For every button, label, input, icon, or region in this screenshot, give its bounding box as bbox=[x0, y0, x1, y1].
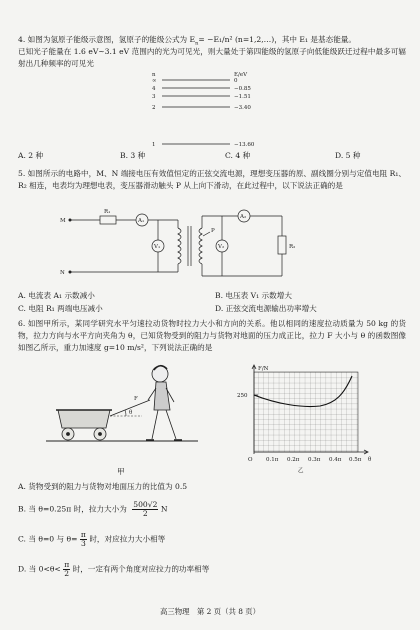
label-a2: A₂ bbox=[240, 214, 247, 220]
level-e: −13.60 bbox=[234, 142, 255, 148]
q4-stem-line1: 4. 如图为氢原子能级示意图，氢原子的能级公式为 $E_n= -E_1/n^2$ (n=1,2,…)，其中 E₁ 是基态能量。 bbox=[18, 35, 356, 47]
q4-option-c[interactable]: C. 4 种 bbox=[225, 151, 251, 160]
q4-stem-rest: 已知光子能量在 1.6 eV~3.1 eV 范围内的光为可见光，则大量处于第四能级的氢原子向低能级跃迁过程中最多可辐射出几种频率的可见光 bbox=[18, 47, 406, 68]
q5-option-a[interactable]: A. 电流表 A₁ 示数减小 bbox=[18, 291, 95, 300]
fraction-numerator: π bbox=[64, 560, 70, 569]
level-n: ∞ bbox=[152, 78, 157, 84]
level-e: −1.51 bbox=[234, 94, 251, 100]
label-v2: V₂ bbox=[218, 244, 225, 250]
q6-option-d-fraction bbox=[63, 561, 70, 578]
q5-option-d[interactable]: D. 正弦交流电源输出功率增大 bbox=[215, 304, 317, 313]
terminal-n-dot bbox=[69, 271, 72, 274]
transformer-circuit bbox=[60, 206, 300, 286]
q6-option-c-pre: C. 当 θ=0 与 θ= bbox=[18, 534, 78, 544]
page-footer: 高三物理 第 2 页（共 8 页） bbox=[159, 607, 261, 616]
x-tick-label: 0.5π bbox=[349, 457, 362, 463]
figure-b-graph bbox=[232, 362, 382, 474]
x-tick-label: 0.4π bbox=[329, 457, 342, 463]
fraction-denominator: 2 bbox=[64, 569, 70, 578]
q6-option-b-fraction bbox=[132, 501, 158, 518]
q6-option-c-post: 时，对应拉力大小相等 bbox=[89, 534, 166, 544]
level-n: 2 bbox=[152, 105, 156, 111]
fraction-numerator: 500√2 bbox=[133, 500, 158, 509]
n-header: n bbox=[152, 72, 156, 78]
x-tick-label: 0.2π bbox=[287, 457, 300, 463]
q5-option-b[interactable]: B. 电压表 V₁ 示数增大 bbox=[215, 291, 292, 300]
label-r2: R₂ bbox=[289, 244, 296, 250]
q6-option-b-unit: N bbox=[160, 504, 168, 514]
q6-option-d-post: 时，一定有两个角度对应拉力的功率相等 bbox=[72, 564, 210, 574]
level-n: 1 bbox=[152, 142, 156, 148]
level-e: −3.40 bbox=[234, 105, 251, 111]
energy-level-diagram bbox=[150, 70, 280, 150]
level-e: −0.85 bbox=[234, 86, 251, 92]
figure-b-caption: 乙 bbox=[298, 468, 304, 474]
fraction-denominator: 3 bbox=[81, 539, 86, 548]
y-axis-label: F/N bbox=[258, 366, 269, 372]
label-a1: A₁ bbox=[138, 218, 145, 224]
x-tick-label: 0.3π bbox=[308, 457, 321, 463]
q6-option-d[interactable] bbox=[18, 561, 209, 578]
x-axis-label: θ bbox=[368, 457, 372, 463]
level-n: 4 bbox=[152, 86, 156, 92]
q6-option-b-text: B. 当 θ=0.25π 时，拉力大小为 bbox=[18, 504, 127, 514]
label-v1: V₁ bbox=[154, 244, 161, 250]
label-theta: θ bbox=[129, 410, 133, 416]
origin-label: O bbox=[248, 457, 253, 463]
fraction-numerator: π bbox=[80, 530, 86, 539]
q4-stem-start: 4. 如图为氢原子能级示意图，氢原子的能级公式为 E bbox=[18, 35, 196, 44]
label-n: N bbox=[60, 270, 65, 276]
label-p: P bbox=[211, 228, 215, 234]
figure-a-cart bbox=[38, 360, 208, 465]
label-force: F bbox=[134, 396, 138, 402]
q5-option-c[interactable]: C. 电阻 R₁ 两端电压减小 bbox=[18, 304, 103, 313]
q5-stem: 5. 如图所示的电路中，M、N 端接电压有效值恒定的正弦交流电源，理想变压器的原、副线圈分别与定值电阻 R₁、R₂ 相连，电表均为理想电表，变压器滑动触头 P 从上向下滑动，在此过程中，以下说法正确的是 bbox=[18, 169, 406, 190]
level-n: 3 bbox=[152, 94, 156, 100]
q6-option-a[interactable]: A. 货物受到的阻力与货物对地面压力的比值为 0.5 bbox=[18, 482, 188, 491]
label-r1: R₁ bbox=[104, 209, 111, 215]
q6-stem: 6. 如图甲所示，某同学研究水平匀速拉动货物时拉力大小和方向的关系。他以相同的速度拉动质量为 50 kg 的货物，拉力方向与水平方向夹角为 θ，已知货物受到的阻力与货物对地面的压力成正比，拉力 F 大小与 θ 的函数图像如图乙所示，重力加速度 g=10 m/s²，下列说法正确的是 bbox=[18, 319, 406, 352]
terminal-m-dot bbox=[69, 219, 72, 222]
q4-stem-formula: = −E₁/n² (n=1,2,…)，其中 E₁ 是基态能量。 bbox=[198, 35, 356, 44]
graph-grid bbox=[254, 372, 358, 452]
q4-option-b[interactable]: B. 3 种 bbox=[120, 151, 146, 160]
q6-option-c-fraction bbox=[80, 531, 87, 548]
fraction-denominator: 2 bbox=[142, 509, 148, 518]
x-tick-label: 0.1π bbox=[266, 457, 279, 463]
q4-option-d[interactable]: D. 5 种 bbox=[335, 151, 361, 160]
level-e: 0 bbox=[234, 78, 238, 84]
e-header: E/eV bbox=[234, 72, 248, 78]
y-tick-label: 250 bbox=[237, 393, 248, 399]
q6-option-d-pre: D. 当 0<θ< bbox=[18, 564, 61, 574]
label-m: M bbox=[60, 218, 66, 224]
q6-option-c[interactable] bbox=[18, 531, 165, 548]
figure-a-caption: 甲 bbox=[117, 467, 125, 476]
q4-option-a[interactable]: A. 2 种 bbox=[18, 151, 44, 160]
q6-option-b[interactable] bbox=[18, 501, 168, 518]
